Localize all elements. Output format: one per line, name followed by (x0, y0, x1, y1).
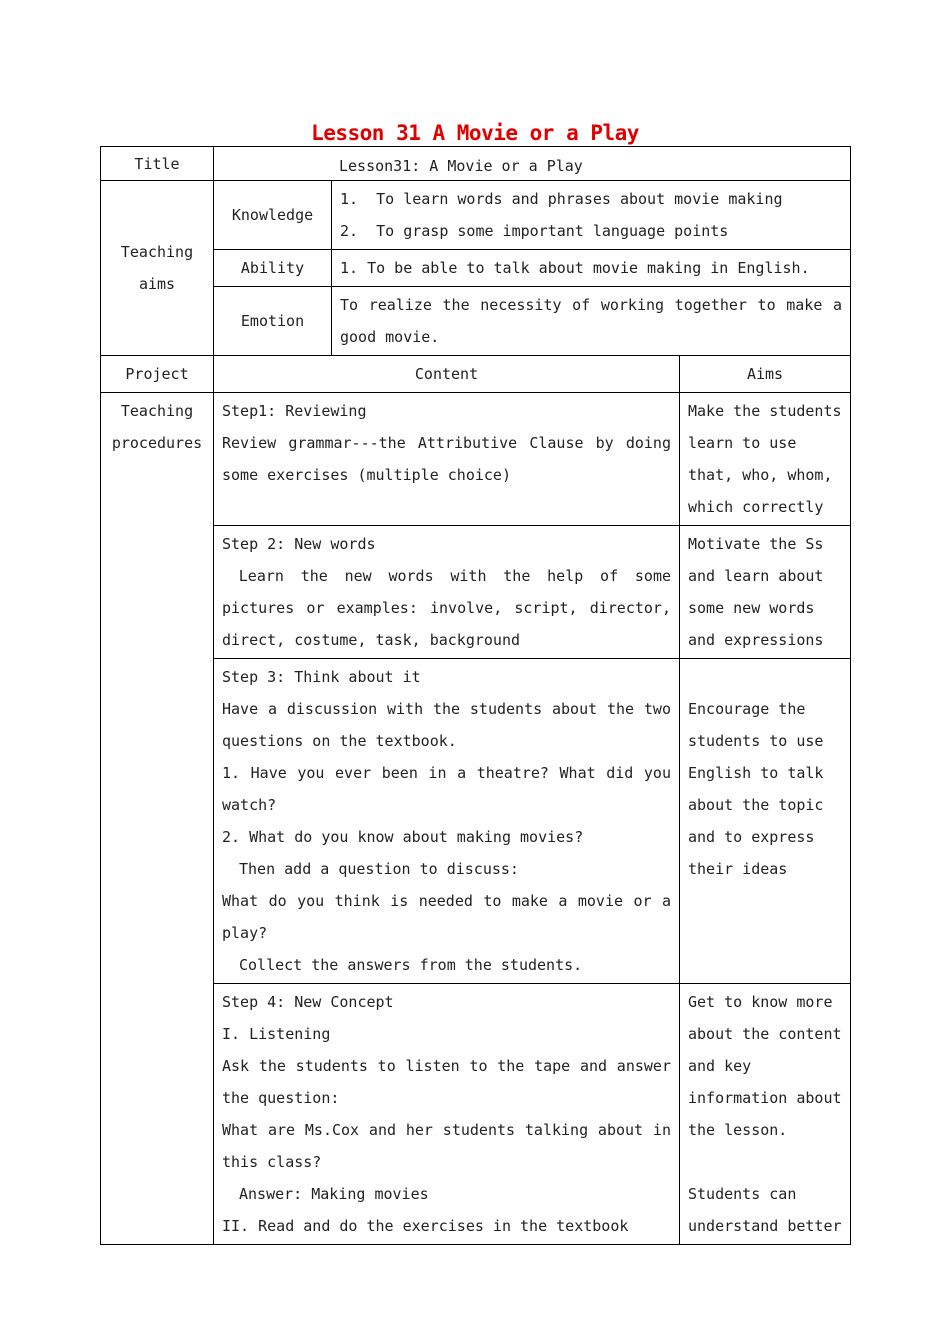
step4-body: Ask the students to listen to the tape and answer the question: (222, 1057, 671, 1107)
step3-content (214, 659, 680, 984)
header-project: Project (101, 356, 214, 393)
step3-question-2: 2. What do you know about making movies? (222, 828, 584, 846)
teaching-aims-label: Teaching aims (101, 181, 214, 356)
step3-then: Then add a question to discuss: (239, 860, 519, 878)
step3-row (101, 659, 851, 984)
document-title: Lesson 31 A Movie or a Play (311, 121, 639, 145)
knowledge-items (332, 181, 851, 250)
teaching-procedures-label: Teaching procedures (101, 393, 214, 1245)
step4-content (214, 984, 680, 1245)
step1-content (214, 393, 680, 526)
step4-question: What are Ms.Cox and her students talking about in this class? (222, 1121, 671, 1171)
step4-part2: II. Read and do the exercises in the textbook (222, 1217, 629, 1235)
step2-aim: Motivate the Ss and learn about some new words and expressions (680, 526, 851, 659)
step3-collect: Collect the answers from the students. (239, 956, 583, 974)
header-row (101, 356, 851, 393)
step4-answer: Answer: Making movies (239, 1185, 429, 1203)
step1-row (101, 393, 851, 526)
step2-title: Step 2: New words (222, 535, 376, 553)
knowledge-label: Knowledge (214, 181, 332, 250)
step1-aim: Make the students learn to use that, who, whom, which correctly (680, 393, 851, 526)
step3-body: Have a discussion with the students about the two questions on the textbook. (222, 700, 671, 750)
step4-title: Step 4: New Concept (222, 993, 394, 1011)
title-row (101, 147, 851, 181)
step3-question-1: 1. Have you ever been in a theatre? What did you watch? (222, 764, 671, 814)
ability-label: Ability (214, 250, 332, 287)
emotion-label: Emotion (214, 287, 332, 356)
title-value: Lesson31: A Movie or a Play (214, 147, 851, 181)
knowledge-item: 2. To grasp some important language points (340, 222, 729, 240)
step3-title: Step 3: Think about it (222, 668, 421, 686)
knowledge-row (101, 181, 851, 250)
step3-question-3: What do you think is needed to make a movie or a play? (222, 892, 671, 942)
knowledge-item: 1. To learn words and phrases about movie making (340, 190, 783, 208)
step4-part1: I. Listening (222, 1025, 331, 1043)
step2-row (101, 526, 851, 659)
header-aims: Aims (680, 356, 851, 393)
emotion-text: To realize the necessity of working together to make a good movie. (332, 287, 851, 356)
step2-content (214, 526, 680, 659)
step2-body: Learn the new words with the help of some pictures or examples: involve, script, director, direct, costume, task, background (222, 567, 681, 649)
step1-title: Step1: Reviewing (222, 402, 367, 420)
header-content: Content (214, 356, 680, 393)
emotion-row (101, 287, 851, 356)
step4-aim: Get to know more about the content and key information about the lesson. Students can understand better (680, 984, 851, 1245)
lesson-plan-table (100, 146, 851, 1245)
step1-body: Review grammar---the Attributive Clause by doing some exercises (multiple choice) (222, 434, 671, 484)
ability-text: 1. To be able to talk about movie making in English. (332, 250, 851, 287)
step3-aim: Encourage the students to use English to talk about the topic and to express their ideas (680, 659, 851, 984)
title-label: Title (101, 147, 214, 181)
ability-row (101, 250, 851, 287)
step4-row (101, 984, 851, 1245)
